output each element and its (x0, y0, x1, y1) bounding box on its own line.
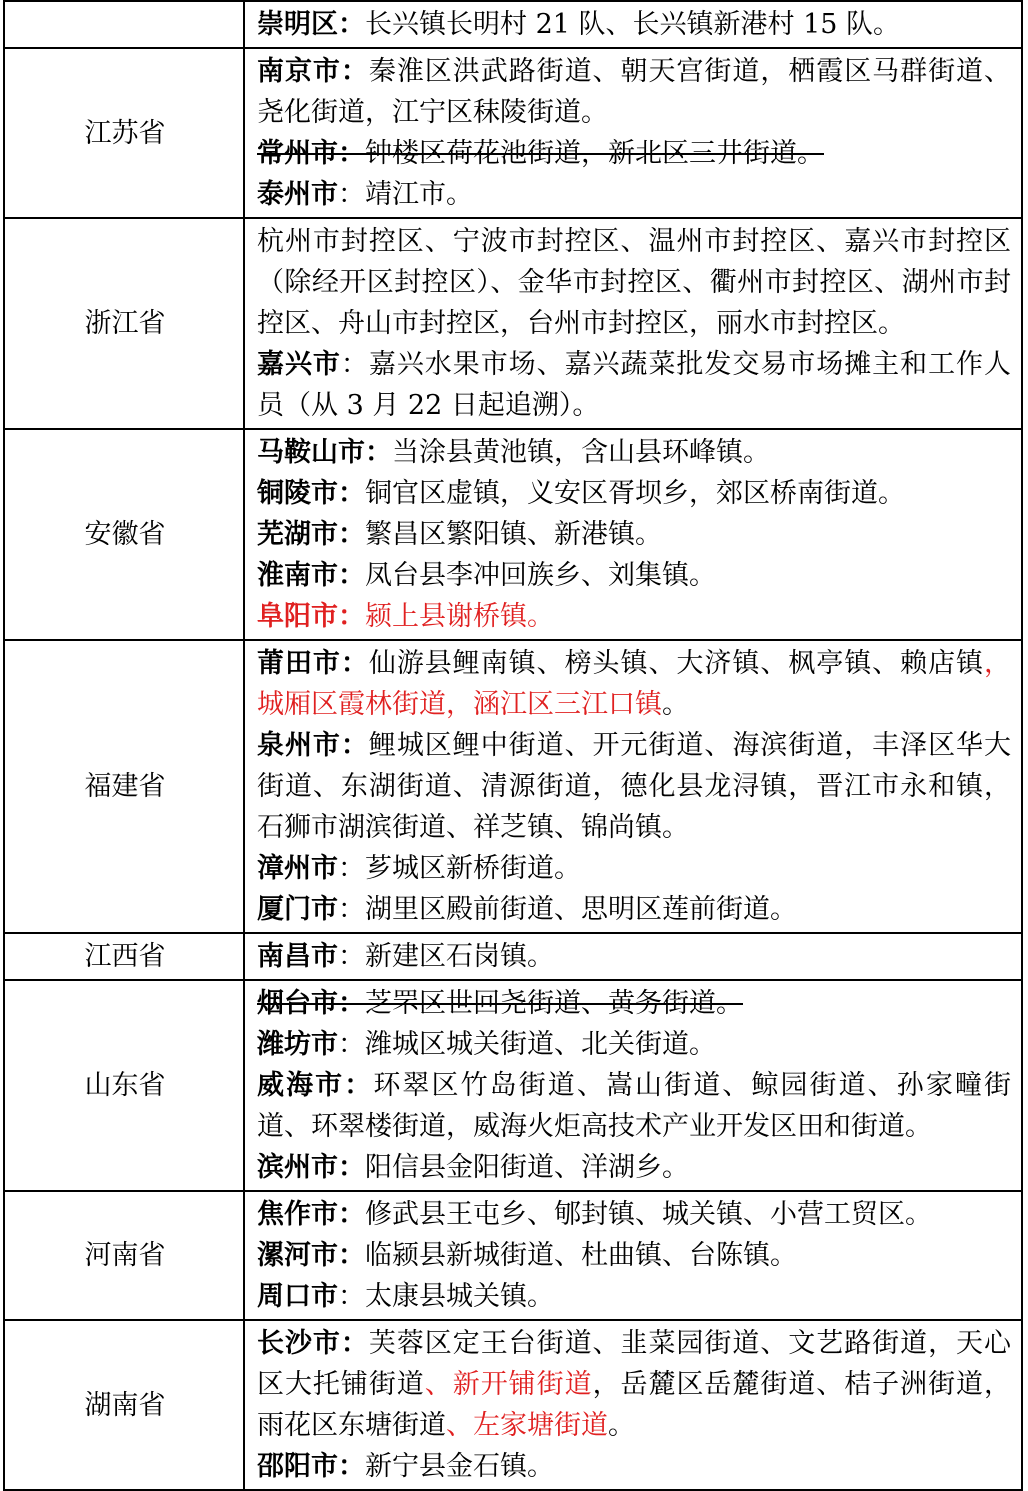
area-text: ，岳麓区岳麓街道、桔子洲街道，雨花区东塘街道 (257, 1369, 1012, 1441)
areas-cell (244, 1, 1022, 48)
city-name: 常州市： (257, 138, 365, 169)
city-name: 厦门市 (257, 894, 338, 925)
table-row (4, 1, 1022, 48)
entry-line (257, 51, 1011, 133)
highlighted-text: 颍上县谢桥镇。 (365, 601, 554, 632)
area-text: 繁昌区繁阳镇、新港镇。 (365, 519, 662, 550)
entry-line (257, 432, 1011, 473)
entry-line (257, 889, 1011, 930)
province-cell: 安徽省 (4, 429, 244, 640)
province-cell: 湖南省 (4, 1320, 244, 1490)
table-row (4, 218, 1022, 429)
entry-line (257, 174, 1011, 215)
city-name: 周口市 (257, 1281, 338, 1312)
city-name: 泰州市 (257, 179, 338, 210)
entry-line (257, 936, 1011, 977)
province-cell: 河南省 (4, 1191, 244, 1320)
entry-line (257, 1323, 1011, 1446)
entry-line (257, 643, 1011, 725)
area-text: 阳信县金阳街道、洋湖乡。 (365, 1152, 689, 1183)
province-cell: 福建省 (4, 640, 244, 933)
entry-line (257, 725, 1011, 848)
table-row (4, 933, 1022, 980)
region-table-body (4, 1, 1022, 1490)
entry-line (257, 473, 1011, 514)
area-text: 秦淮区洪武路街道、朝天宫街道，栖霞区马群街道、尧化街道，江宁区秣陵街道。 (257, 56, 1012, 128)
area-text: 当涂县黄池镇，含山县环峰镇。 (392, 437, 770, 468)
city-name: 芜湖市： (257, 519, 365, 550)
region-table (3, 0, 1023, 1491)
area-text: 环翠区竹岛街道、嵩山街道、鲸园街道、孙家疃街道、环翠楼街道，威海火炬高技术产业开发区田和街道。 (257, 1070, 1012, 1142)
area-text: ：芗城区新桥街道。 (338, 853, 581, 884)
area-text: ：嘉兴水果市场、嘉兴蔬菜批发交易市场摊主和工作人员（从 3 月 22 日起追溯）。 (257, 349, 1012, 421)
city-name: 烟台市： (257, 988, 365, 1019)
entry-line-struck (257, 133, 1011, 174)
entry-line (257, 1024, 1011, 1065)
city-name: 焦作市： (257, 1199, 365, 1230)
highlighted-text: ，城厢区霞林街道，涵江区三江口镇 (257, 648, 1012, 720)
entry-line (257, 1065, 1011, 1147)
table-row (4, 1320, 1022, 1490)
city-name: 南京市： (257, 56, 369, 87)
table-row (4, 980, 1022, 1191)
areas-cell (244, 429, 1022, 640)
area-text: ：潍城区城关街道、北关街道。 (338, 1029, 716, 1060)
city-name: 长沙市： (257, 1328, 369, 1359)
highlighted-text: 、左家塘街道 (446, 1410, 608, 1441)
areas-cell (244, 980, 1022, 1191)
area-text: 芝罘区世回尧街道、黄务街道。 (365, 988, 743, 1019)
area-text: 仙游县鲤南镇、榜头镇、大济镇、枫亭镇、赖店镇 (368, 648, 985, 679)
entry-line (257, 555, 1011, 596)
area-text: 芙蓉区定王台街道、韭菜园街道、文艺路街道，天心区大托铺街道 (257, 1328, 1012, 1400)
city-name: 南昌市 (257, 941, 338, 972)
entry-line (257, 514, 1011, 555)
city-name: 邵阳市： (257, 1451, 365, 1482)
city-name: 威海市： (257, 1070, 374, 1101)
area-text: 。 (662, 689, 689, 720)
areas-cell (244, 218, 1022, 429)
entry-line (257, 1194, 1011, 1235)
city-name: 崇明区： (257, 9, 365, 40)
areas-cell (244, 48, 1022, 218)
entry-line (257, 848, 1011, 889)
areas-cell (244, 640, 1022, 933)
area-text: 杭州市封控区、宁波市封控区、温州市封控区、嘉兴市封控区（除经开区封控区）、金华市封控区、衢州市封控区、湖州市封控区、舟山市封控区，台州市封控区，丽水市封控区。 (257, 226, 1011, 339)
table-row (4, 640, 1022, 933)
province-cell: 浙江省 (4, 218, 244, 429)
areas-cell (244, 1320, 1022, 1490)
city-name: 铜陵市： (257, 478, 365, 509)
entry-line (257, 1235, 1011, 1276)
province-cell: 江苏省 (4, 48, 244, 218)
city-name: 淮南市： (257, 560, 365, 591)
entry-line-struck (257, 983, 1011, 1024)
area-text: 铜官区虚镇，义安区胥坝乡，郊区桥南街道。 (365, 478, 905, 509)
entry-line (257, 1276, 1011, 1317)
entry-line (257, 221, 1011, 344)
area-text: ：太康县城关镇。 (338, 1281, 554, 1312)
areas-cell (244, 933, 1022, 980)
area-text: ：靖江市。 (338, 179, 473, 210)
city-name: 莆田市： (257, 648, 369, 679)
area-text: 临颍县新城街道、杜曲镇、台陈镇。 (365, 1240, 797, 1271)
areas-cell (244, 1191, 1022, 1320)
area-text: 新宁县金石镇。 (365, 1451, 554, 1482)
table-row (4, 1191, 1022, 1320)
entry-line (257, 596, 1011, 637)
city-name: 阜阳市： (257, 601, 365, 632)
area-text: 鲤城区鲤中街道、开元街道、海滨街道，丰泽区华大街道、东湖街道、清源街道，德化县龙浔镇，晋江市永和镇，石狮市湖滨街道、祥芝镇、锦尚镇。 (257, 730, 1012, 843)
area-text: 。 (608, 1410, 635, 1441)
entry-line (257, 344, 1011, 426)
city-name: 泉州市： (257, 730, 369, 761)
highlighted-text: 、新开铺街道 (424, 1369, 593, 1400)
table-row (4, 48, 1022, 218)
city-name: 漯河市： (257, 1240, 365, 1271)
entry-line (257, 1446, 1011, 1487)
entry-line (257, 4, 1011, 45)
area-text: ：新建区石岗镇。 (338, 941, 554, 972)
area-text: 钟楼区荷花池街道，新北区三井街道。 (365, 138, 824, 169)
city-name: 漳州市 (257, 853, 338, 884)
province-cell: 山东省 (4, 980, 244, 1191)
province-cell (4, 1, 244, 48)
area-text: 长兴镇长明村 21 队、长兴镇新港村 15 队。 (365, 9, 901, 40)
table-row (4, 429, 1022, 640)
entry-line (257, 1147, 1011, 1188)
city-name: 马鞍山市： (257, 437, 392, 468)
city-name: 潍坊市 (257, 1029, 338, 1060)
area-text: ：湖里区殿前街道、思明区莲前街道。 (338, 894, 797, 925)
province-cell: 江西省 (4, 933, 244, 980)
area-text: 凤台县李冲回族乡、刘集镇。 (365, 560, 716, 591)
city-name: 滨州市： (257, 1152, 365, 1183)
area-text: 修武县王屯乡、郇封镇、城关镇、小营工贸区。 (365, 1199, 932, 1230)
city-name: 嘉兴市 (257, 349, 341, 380)
